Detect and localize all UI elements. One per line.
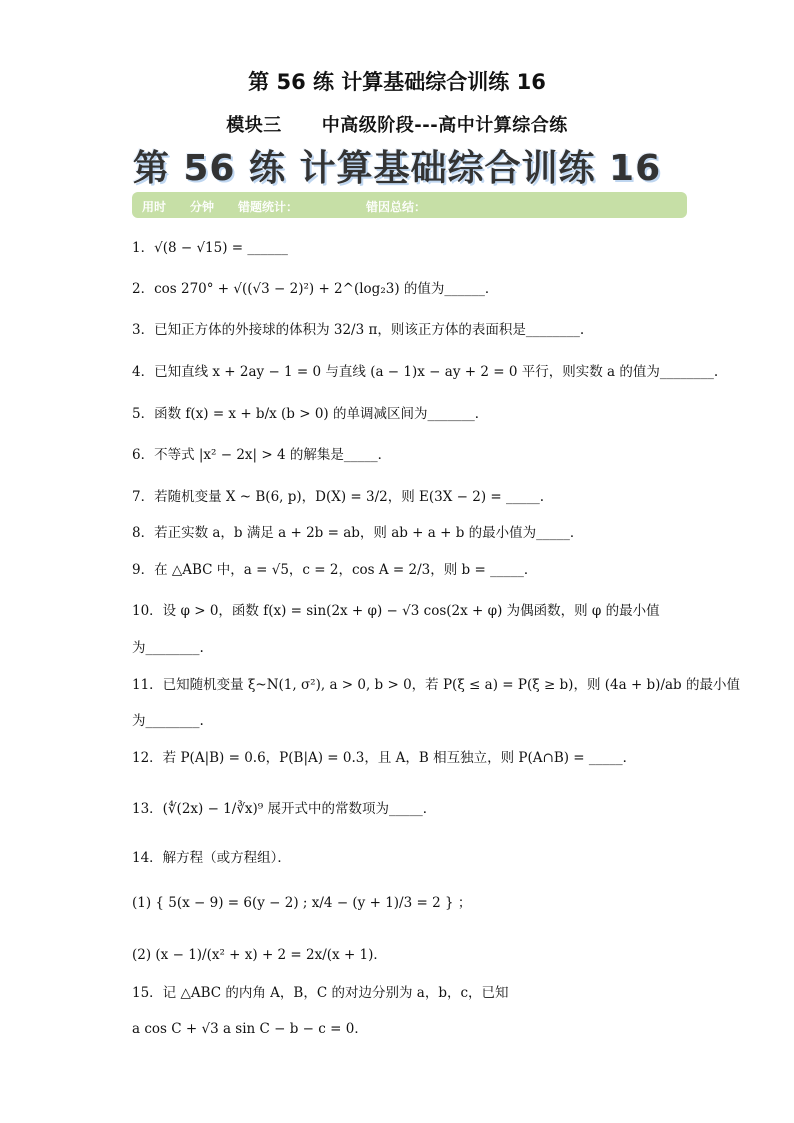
summary-label: 错因总结： bbox=[366, 200, 427, 214]
question-3: 3．已知正方体的外接球的体积为 32/3 π，则该正方体的表面积是________. bbox=[132, 322, 585, 338]
question-10: 10．设 φ > 0，函数 f(x) = sin(2x + φ) − √3 cos(2x + φ) 为偶函数，则 φ 的最小值 bbox=[132, 603, 660, 619]
question-6: 6．不等式 |x² − 2x| > 4 的解集是_____． bbox=[132, 447, 392, 463]
page-title: 第 56 练 计算基础综合训练 16 bbox=[248, 70, 546, 94]
question-13: 13．(∜(2x) − 1/∛x)⁹ 展开式中的常数项为_____． bbox=[132, 801, 437, 817]
errors-label: 错题统计： bbox=[238, 200, 299, 214]
banner-title: 第 56 练 计算基础综合训练 16 bbox=[132, 148, 662, 189]
question-14-part-2: (2) (x − 1)/(x² + x) + 2 = 2x/(x + 1)． bbox=[132, 947, 387, 963]
module-label: 模块三 bbox=[226, 115, 282, 136]
question-14-part-1: (1) { 5(x − 9) = 6(y − 2) ; x/4 − (y + 1)/3 = 2 } ； bbox=[132, 895, 472, 911]
question-15: 15．记 △ABC 的内角 A，B，C 的对边分别为 a，b，c，已知 bbox=[132, 985, 509, 1001]
question-1: 1．√(8 − √15) = ______ bbox=[132, 240, 288, 256]
question-7: 7．若随机变量 X ~ B(6, p)，D(X) = 3/2，则 E(3X − 2) = _____. bbox=[132, 489, 545, 505]
stage-label: 中高级阶段---高中计算综合练 bbox=[321, 115, 568, 136]
question-4: 4．已知直线 x + 2ay − 1 = 0 与直线 (a − 1)x − ay + 2 = 0 平行，则实数 a 的值为________. bbox=[132, 364, 719, 380]
question-8: 8．若正实数 a，b 满足 a + 2b = ab，则 ab + a + b 的最小值为_____． bbox=[132, 525, 584, 541]
question-10-continued: 为________. bbox=[132, 640, 204, 656]
question-12: 12．若 P(A|B) = 0.6，P(B|A) = 0.3，且 A，B 相互独立，则 P(A∩B) = _____． bbox=[132, 750, 637, 766]
question-11: 11．已知随机变量 ξ~N(1, σ²), a > 0, b > 0，若 P(ξ ≤ a) = P(ξ ≥ b)，则 (4a + b)/ab 的最小值 bbox=[132, 677, 740, 693]
question-11-continued: 为________. bbox=[132, 713, 204, 729]
info-bar bbox=[132, 192, 687, 218]
time-label: 用时 bbox=[142, 200, 167, 214]
module-subtitle bbox=[0, 111, 794, 137]
question-15-continued: a cos C + √3 a sin C − b − c = 0． bbox=[132, 1021, 368, 1037]
minute-label: 分钟 bbox=[190, 200, 215, 214]
question-5: 5．函数 f(x) = x + b/x (b > 0) 的单调减区间为_______． bbox=[132, 406, 489, 422]
question-9: 9．在 △ABC 中，a = √5，c = 2，cos A = 2/3，则 b = _____． bbox=[132, 562, 538, 578]
question-2: 2．cos 270° + √((√3 − 2)²) + 2^(log₂3) 的值为______． bbox=[132, 281, 499, 297]
question-14: 14．解方程（或方程组）． bbox=[132, 850, 291, 866]
